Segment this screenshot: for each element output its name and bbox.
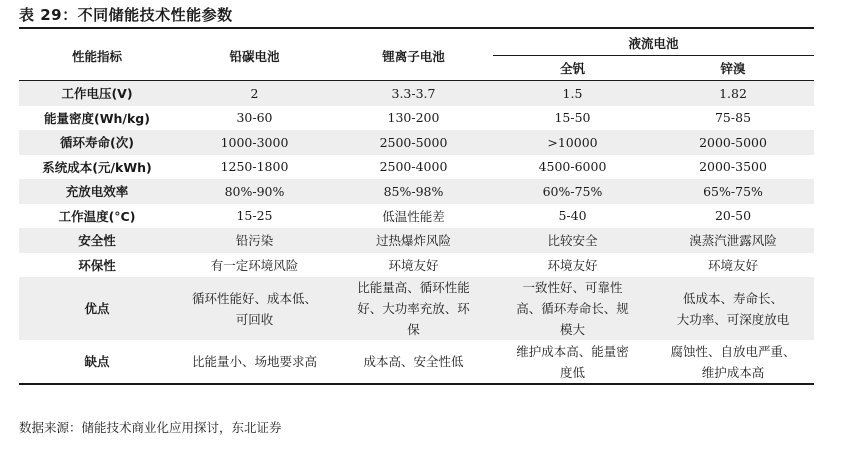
header-lead-carbon: 铅碳电池	[175, 31, 334, 81]
storage-comparison-table	[19, 31, 814, 385]
title-rule	[19, 27, 814, 29]
row-label: 缺点	[19, 340, 175, 384]
cell-line: 好、大功率充放、环	[357, 301, 470, 316]
cell: 15-25	[236, 208, 273, 224]
table-row	[19, 130, 814, 155]
header-vanadium: 全钒	[493, 56, 652, 81]
cell: 2000-3500	[699, 159, 767, 175]
cell	[175, 277, 334, 340]
table-row-advantages	[19, 277, 814, 340]
cell-line: 成本高、安全性低	[363, 354, 464, 369]
header-lithium: 锂离子电池	[334, 31, 493, 81]
cell	[493, 277, 652, 340]
cell: 有一定环境风险	[210, 257, 299, 273]
cell: 1.5	[493, 81, 652, 106]
cell	[652, 340, 814, 384]
row-label: 工作电压(V)	[19, 81, 175, 106]
cell: 3.3-3.7	[334, 81, 493, 106]
cell-line: 保	[407, 322, 420, 337]
cell: 5-40	[558, 208, 587, 224]
cell: 80%-90%	[175, 179, 334, 204]
header-flow-battery: 液流电池	[493, 31, 814, 56]
cell-line: 腐蚀性、自放电严重、	[670, 343, 796, 359]
cell: 85%-98%	[334, 179, 493, 204]
cell: 1250-1800	[220, 159, 289, 175]
cell	[334, 340, 493, 384]
cell	[334, 277, 493, 340]
row-label: 系统成本(元/kWh)	[42, 159, 152, 175]
table-row-disadvantages	[19, 340, 814, 384]
table-title: 表 29：不同储能技术性能参数	[19, 6, 233, 24]
header-zinc-bromine: 锌溴	[652, 56, 814, 81]
cell: 环境友好	[388, 257, 439, 273]
cell-line: 一致性好、可靠性	[522, 280, 623, 295]
header-metric: 性能指标	[19, 31, 175, 81]
cell: 环境友好	[708, 257, 759, 273]
cell-line: 循环性能好、成本低、	[191, 290, 317, 306]
table-row	[19, 204, 814, 229]
cell: 4500-6000	[538, 159, 607, 175]
cell	[652, 277, 814, 340]
cell: 2	[175, 81, 334, 106]
cell: 低温性能差	[382, 208, 445, 224]
cell: 比较安全	[493, 228, 652, 253]
cell: 30-60	[236, 110, 273, 126]
table-row	[19, 81, 814, 106]
cell: 1000-3000	[175, 130, 334, 155]
cell: 15-50	[554, 110, 591, 126]
table-row	[19, 179, 814, 204]
cell: 环境友好	[547, 257, 598, 273]
row-label: 能量密度(Wh/kg)	[44, 110, 150, 126]
row-label: 工作温度(°C)	[58, 208, 136, 224]
table-row	[19, 253, 814, 278]
cell-line: 低成本、寿命长、	[683, 290, 784, 306]
cell: >10000	[493, 130, 652, 155]
cell-line: 度低	[559, 364, 585, 380]
table-row	[19, 155, 814, 180]
cell-line: 高、循环寿命长、规	[516, 301, 629, 316]
cell-line: 比能量高、循环性能	[357, 280, 470, 295]
row-label: 环保性	[78, 257, 116, 273]
cell: 过热爆炸风险	[334, 228, 493, 253]
cell: 2500-4000	[379, 159, 448, 175]
cell: 20-50	[714, 208, 752, 224]
table-row	[19, 106, 814, 131]
cell: 75-85	[714, 110, 752, 126]
row-label: 充放电效率	[19, 179, 175, 204]
cell-line: 维护成本高、能量密	[516, 343, 629, 359]
cell-line: 比能量小、场地要求高	[191, 354, 317, 369]
cell: 60%-75%	[493, 179, 652, 204]
row-label: 循环寿命(次)	[19, 130, 175, 155]
cell: 2500-5000	[334, 130, 493, 155]
row-label: 优点	[19, 277, 175, 340]
row-label: 安全性	[19, 228, 175, 253]
cell: 1.82	[652, 81, 814, 106]
cell: 溴蒸汽泄露风险	[652, 228, 814, 253]
cell	[175, 340, 334, 384]
cell-line: 大功率、可深度放电	[676, 311, 790, 327]
cell: 铅污染	[175, 228, 334, 253]
cell	[493, 340, 652, 384]
cell-line: 模大	[559, 322, 585, 337]
data-source-note: 数据来源：储能技术商业化应用探讨，东北证券	[19, 420, 282, 435]
cell-line: 维护成本高	[701, 364, 765, 380]
cell: 2000-5000	[652, 130, 814, 155]
cell: 65%-75%	[652, 179, 814, 204]
table-row	[19, 228, 814, 253]
cell-line: 可回收	[235, 311, 274, 327]
cell: 130-200	[387, 110, 440, 126]
